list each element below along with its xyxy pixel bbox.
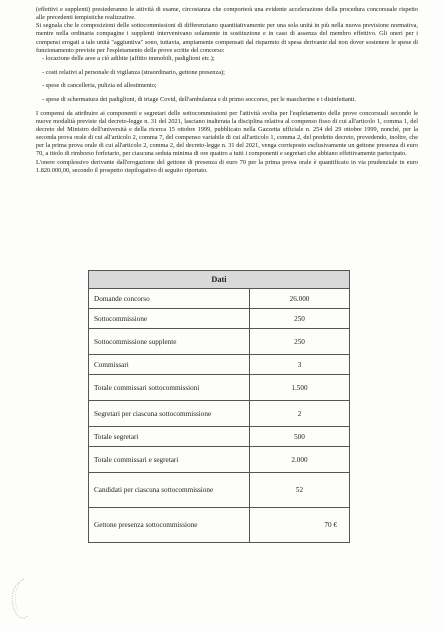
table-header: Dati: [89, 271, 350, 289]
row-value: 3: [250, 355, 350, 375]
paragraph: I compensi da attribuire ai componenti e segretari delle sottocommissioni per l'attività svolta per l'espletamento delle prove concorsuali secondo le nuove modalità previste dal decreto-legge n. 31 del 2021, lasciano inalterata la disciplina relativa al compenso fisso di cui all'articolo 1, comma 1, del decreto del Ministro dell'università e della ricerca 15 ottobre 1999, pubblicato nella Gazzetta ufficiale n. 254 del 29 ottobre 1999, nonché, per la seconda prova orale di cui all'articolo 2, comma 7, del compenso variabile di cui all'articolo 1, comma 2, del predetto decreto, prevedendo, inoltre, che per la prima prova orale di cui all'articolo 2, comma 2, del decreto-legge n. 31 del 2021, venga corrisposto esclusivamente un gettone presenza di euro 70, a titolo di rimborso forfetario, per ciascuna seduta minima di ore quattro a tutti i componenti e segretari che abbiano effettivamente partecipato.: [36, 109, 418, 158]
table-row: [89, 447, 350, 473]
row-label: Sottocommissione supplente: [89, 329, 250, 355]
table-row: [89, 309, 350, 329]
row-label: Segretari per ciascuna sottocommissione: [89, 401, 250, 427]
table-row: [89, 508, 350, 543]
table-row: [89, 401, 350, 427]
row-value: 2: [250, 401, 350, 427]
row-label: Candidati per ciascuna sottocommissione: [89, 473, 250, 508]
row-label: Domande concorso: [89, 289, 250, 309]
row-value: 52: [250, 473, 350, 508]
list-item: - spese di schermatura dei padiglioni, di triage Covid, dell'ambulanza e di primo soccorso, per le mascherine e i disinfettanti.: [42, 95, 356, 103]
row-label: Totale commissari sottocommissioni: [89, 375, 250, 401]
row-value: 2.000: [250, 447, 350, 473]
row-label: Totale segretari: [89, 427, 250, 447]
table-row: [89, 289, 350, 309]
row-value: 70 €: [250, 508, 350, 543]
list-item: - costi relativi al personale di vigilanza (straordinario, gettone presenza);: [42, 68, 225, 76]
list-item: - spese di cancelleria, pulizia ed allestimento;: [42, 82, 157, 90]
row-value: 26.000: [250, 289, 350, 309]
row-value: 1.500: [250, 375, 350, 401]
table-row: [89, 427, 350, 447]
row-value: 250: [250, 309, 350, 329]
row-label: Gettone presenza sottocommissione: [89, 508, 250, 543]
paragraph: Si segnala che le composizioni delle sottocommissioni di differenziano quantitativamente per una sola unità in più nella nuova previsione normativa, mentre nella ordinaria compagine i supplenti intervenivano solamente in sostituzione e in caso di assenza del membro effettivo. Gli oneri per i compensi erogati a tale unità "aggiuntiva" sono, tuttavia, ampiamente compensati dal risparmio di spesa derivante dal non dover sostenere le spese di funzionamento previste per l'espletamento delle prove scritte del concorso:: [36, 22, 418, 54]
row-value: 500: [250, 427, 350, 447]
table-row: [89, 355, 350, 375]
paragraph: L'onere complessivo derivante dall'erogazione del gettone di presenza di euro 70 per la prima prova orale è quantificato in via prudenziale in euro 1.820.000,00, secondo il prospetto riepilogativo di seguito riportato.: [36, 158, 418, 174]
paragraph: (effettivi e supplenti) presiederanno le attività di esame, circostanza che comporterà una evidente accelerazione della procedura concorsuale rispetto alle precedenti tempistiche realizzative.: [36, 6, 418, 22]
table-row: [89, 375, 350, 401]
table-header-row: [89, 271, 350, 289]
row-label: Totale commissari e segretari: [89, 447, 250, 473]
row-label: Sottocommissione: [89, 309, 250, 329]
list-item: - locazione delle aree a ciò adibite (affitto immobili, padiglioni etc.);: [42, 54, 215, 62]
document-body: [36, 6, 418, 175]
table-row: [89, 473, 350, 508]
row-label: Commissari: [89, 355, 250, 375]
stamp-mark: [6, 575, 30, 621]
row-value: 250: [250, 329, 350, 355]
table-row: [89, 329, 350, 355]
data-table: [88, 270, 350, 543]
